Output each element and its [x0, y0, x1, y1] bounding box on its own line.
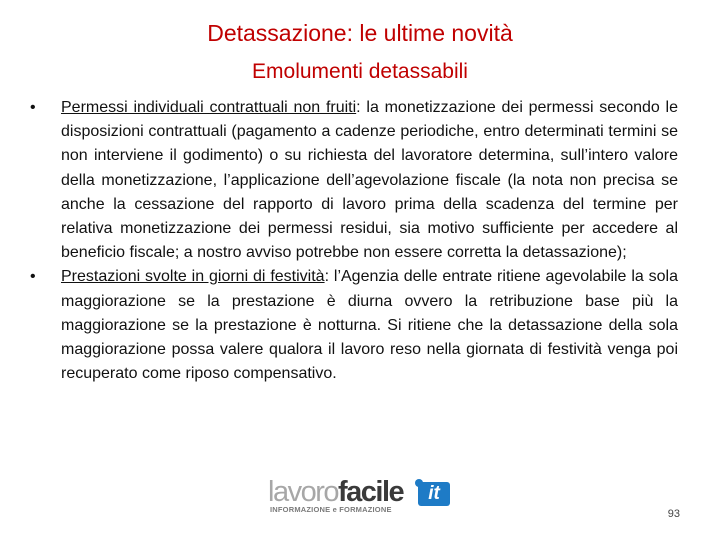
logo-word-light: lavoro — [268, 476, 338, 508]
bullet-marker: • — [30, 99, 36, 116]
bullet-marker: • — [30, 268, 36, 286]
bullet-item-festivita — [30, 265, 678, 386]
bullet-lead-heading: Permessi individuali contrattuali non fruiti — [61, 99, 357, 116]
lavorofacile-logo — [268, 476, 452, 520]
slide-subtitle: Emolumenti detassabili — [252, 60, 468, 83]
bullet-lead-suffix: : — [324, 268, 330, 286]
bullet-lead-suffix: : — [356, 99, 361, 116]
logo-dot-icon — [415, 479, 423, 487]
bullet-list — [30, 96, 678, 386]
logo-word-bold: facile — [338, 476, 404, 508]
logo-it-badge: it — [418, 482, 450, 506]
slide-title: Detassazione: le ultime novità — [207, 20, 513, 46]
logo-wordmark — [268, 476, 403, 508]
bullet-body-text: la monetizzazione dei permessi secondo le disposizioni contrattuali (pagamento a cadenze periodiche, entro determinati termini se non interviene il godimento) o su richiesta del lavoratore determina, sull’intero valore della monetizzazione, l’applicazione dell’agevolazione fiscale (la nota non precisa se anche la cessazione del rapporto di lavoro prima della scadenza del termine per relativa monetizzazione dei permessi residui, sia motivo sufficiente per accedere al beneficio fiscale; a nostro avviso potrebbe non essere corretta la detassazione); — [61, 99, 678, 262]
bullet-lead-heading: Prestazioni svolte in giorni di festività — [61, 268, 325, 286]
bullet-item-permessi — [30, 96, 678, 265]
logo-tagline: INFORMAZIONE e FORMAZIONE — [270, 505, 392, 514]
page-number: 93 — [667, 508, 680, 520]
bullet-body-text: l’Agenzia delle entrate ritiene agevolabile la sola maggiorazione se la prestazione è diurna ovvero la retribuzione base più la maggiorazione se la prestazione è notturna. Si ritiene che la detassazione della sola maggiorazione possa valere qualora il lavoro reso nella giornata di festività venga poi recuperato come riposo compensativo. — [61, 268, 679, 383]
